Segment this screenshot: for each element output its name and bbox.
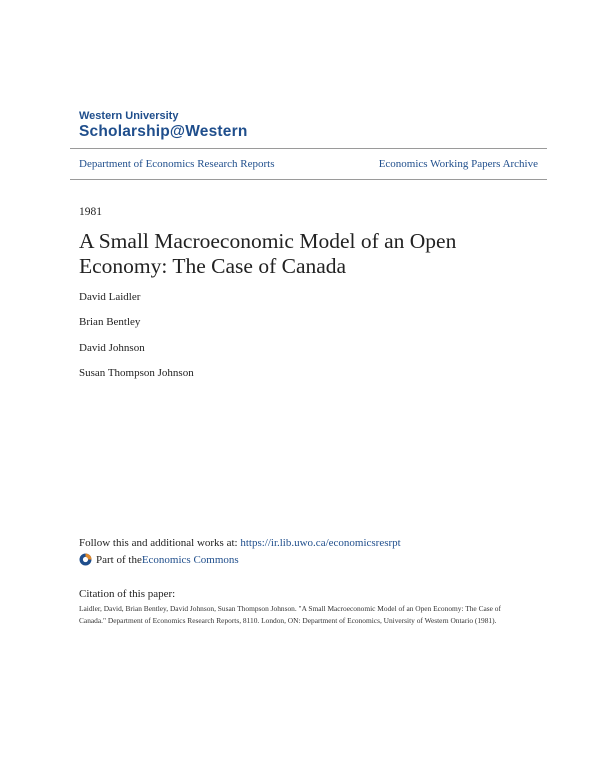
citation-heading: Citation of this paper: xyxy=(79,588,176,600)
top-divider xyxy=(70,148,547,149)
follow-prefix: Follow this and additional works at: xyxy=(79,537,241,549)
bepress-commons-icon xyxy=(79,553,92,566)
publication-year: 1981 xyxy=(79,206,102,218)
citation-text: Laidler, David, Brian Bentley, David Johnson, Susan Thompson Johnson. "A Small Macroeconomic Model of an Open Economy: The Case of Canada." Department of Economics Research Reports, 8110. London, ON: Department of Economics, University of Western Ontario (1981). xyxy=(79,604,501,625)
bottom-divider xyxy=(70,179,547,180)
author-name: Brian Bentley xyxy=(79,316,141,328)
working-papers-archive-link[interactable]: Economics Working Papers Archive xyxy=(378,158,538,170)
repository-name-link[interactable]: Scholarship@Western xyxy=(79,123,248,140)
author-name: Susan Thompson Johnson xyxy=(79,367,194,379)
repository-branding xyxy=(79,110,248,141)
economics-commons-link[interactable]: Economics Commons xyxy=(141,553,239,566)
university-name: Western University xyxy=(79,110,179,122)
collection-url-link[interactable]: https://ir.lib.uwo.ca/economicsresrpt xyxy=(240,537,401,549)
part-of-line xyxy=(79,553,239,566)
part-of-prefix: Part of the xyxy=(96,553,142,566)
author-name: David Johnson xyxy=(79,342,145,354)
research-reports-link[interactable]: Department of Economics Research Reports xyxy=(79,158,275,170)
author-name: David Laidler xyxy=(79,291,141,303)
follow-line xyxy=(79,537,401,549)
paper-title: A Small Macroeconomic Model of an Open Economy: The Case of Canada xyxy=(79,229,457,278)
